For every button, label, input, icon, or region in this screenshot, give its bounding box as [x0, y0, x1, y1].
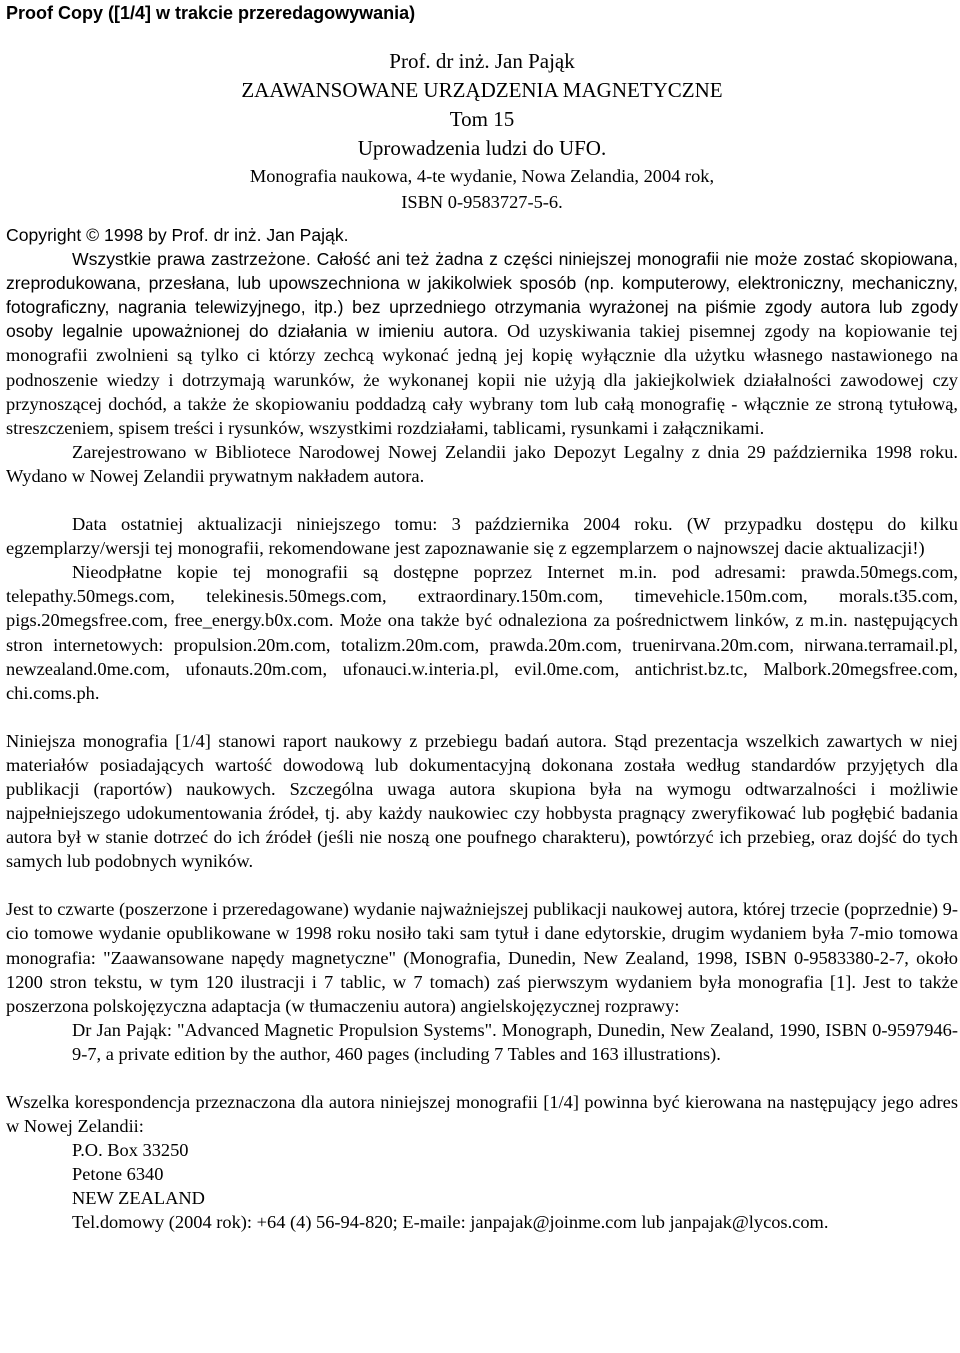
- english-reference: Dr Jan Pająk: "Advanced Magnetic Propulsion Systems". Monograph, Dunedin, New Zealand, 1990, ISBN 0-9597946-9-7, a private edition by the author, 460 pages (including 7 Tables and 163 illustrations).: [72, 1019, 958, 1064]
- address-contact: Tel.domowy (2004 rok): +64 (4) 56-94-820; E-maile: janpajak@joinme.com lub janpajak@lycos.com.: [72, 1212, 829, 1233]
- copyright-line: Copyright © 1998 by Prof. dr inż. Jan Pająk.: [6, 225, 349, 245]
- report-paragraph: Niniejsza monografia [1/4] stanowi raport naukowy z przebiegu badań autora. Stąd prezentacja wszelkich zawartych w niej materiałów posiadających wartość dowodową lub dokumentacyjną dokonana została według standardów przyjętych dla publikacji (raportów) naukowych. Szczególna uwaga autora skupiona była na wymogu odtwarzalności i możliwie najpełniejszego udokumentowania źródeł, tj. aby każdy naukowiec czy hobbysta pragnący zweryfikować lub pogłębić badania autora był w stanie dotrzeć do ich źródeł (jeśli nie noszą one poufnego charakteru), powtórzyć ich przebieg, oraz dojść do tych samych lub podobnych wyników.: [6, 730, 958, 872]
- isbn-line: ISBN 0-9583727-5-6.: [401, 192, 563, 212]
- title-block: [6, 47, 958, 215]
- address-block: [72, 1138, 958, 1234]
- internet-paragraph: Nieodpłatne kopie tej monografii są dostępne poprzez Internet m.in. pod adresami: prawda.50megs.com, telepathy.50megs.com, telekinesis.50megs.com, extraordinary.150m.com, timevehicle.150m.com, morals.t35.com, pigs.20megsfree.com, free_energy.b0x.com. Może ona także być odnaleziona za pośrednictwem linków, z m.in. następujących stron internetowych: propulsion.20m.com, totalizm.20m.com, prawda.20m.com, truenirvana.20m.com, nirwana.terramail.pl, newzealand.0me.com, ufonauts.20m.com, ufonauci.w.interia.pl, evil.0me.com, antichrist.bz.tc, Malbork.20megsfree.com, chi.coms.ph.: [6, 562, 958, 703]
- address-po-box: P.O. Box 33250: [72, 1140, 189, 1161]
- rights-paragraph: [6, 247, 958, 440]
- rights-text-sans: Wszystkie prawa zastrzeżone. Całość ani też żadna z części niniejszej monografii nie może zostać skopiowana, zreprodukowana, przesłana, lub upowszechniona w jakikolwiek sposób (np. komputerowy, elektroniczny, mechaniczny, fotograficzny, nagrania telewizyjnego, itp.) bez uprzedniego otrzymania wyrażonej na piśmie zgody autora lub zgody osoby legalnie upoważnionej do działania w imieniu autora.: [6, 249, 958, 342]
- volume-title: Uprowadzenia ludzi do UFO.: [357, 136, 607, 160]
- series-title: ZAAWANSOWANE URZĄDZENIA MAGNETYCZNE: [241, 78, 723, 102]
- page-content: [6, 0, 958, 1235]
- monograph-info: Monografia naukowa, 4-te wydanie, Nowa Zelandia, 2004 rok,: [249, 166, 715, 186]
- author-line: Prof. dr inż. Jan Pająk: [389, 49, 575, 73]
- proof-copy-heading: Proof Copy ([1/4] w trakcie przeredagowywania): [6, 3, 416, 23]
- volume-number: Tom 15: [449, 107, 515, 131]
- address-country: NEW ZEALAND: [72, 1188, 205, 1209]
- correspondence-paragraph: Wszelka korespondencja przeznaczona dla autora niniejszej monografii [1/4] powinna być kierowana na następujący jego adres w Nowej Zelandii:: [6, 1092, 958, 1137]
- address-city: Petone 6340: [72, 1164, 164, 1185]
- rights-text-serif: Od uzyskiwania takiej pisemnej zgody na kopiowanie tej monografii zwolnieni są tylko ci którzy zechcą wykonać jedną jej kopię wyłącznie dla użytku własnego nastawionego na podnoszenie wiedzy i dotrzymają warunków, że wykonanej kopii nie użyją dla jakiejkolwiek działalności zawodowej czy przynoszącej dochód, a także że skopiowaniu poddadzą cały wybrany tom lub całą monografię - włącznie ze stroną tytułową, streszczeniem, spisem treści i rysunków, wszystkimi rozdziałami, tablicami, rysunkami i załącznikami.: [6, 321, 958, 438]
- edition-paragraph: Jest to czwarte (poszerzone i przeredagowane) wydanie najważniejszej publikacji naukowej autora, której trzecie (poprzednie) 9-cio tomowe wydanie opublikowane w 1998 roku nosiło taki sam tytuł i dane edytorskie, drugim wydaniem była 7-mio tomowa monografia: "Zaawansowane napędy magnetyczne" (Monografia, Dunedin, New Zealand, 1998, ISBN 0-9583380-2-7, około 1200 stron tekstu, w tym 120 ilustracji i 7 tablic, w 7 tomach) zaś pierwszym wydaniem była monografia [1]. Jest to także poszerzona polskojęzyczna adaptacja (w tłumaczeniu autora) angielskojęzycznej rozprawy:: [6, 899, 958, 1016]
- registration-paragraph: Zarejestrowano w Bibliotece Narodowej Nowej Zelandii jako Depozyt Legalny z dnia 29 października 1998 roku. Wydano w Nowej Zelandii prywatnym nakładem autora.: [6, 441, 958, 486]
- update-paragraph: Data ostatniej aktualizacji niniejszego tomu: 3 października 2004 roku. (W przypadku dostępu do kilku egzemplarzy/wersji tej monografii, rekomendowane jest zapoznawanie się z egzemplarzem o najnowszej dacie aktualizacji!): [6, 514, 958, 559]
